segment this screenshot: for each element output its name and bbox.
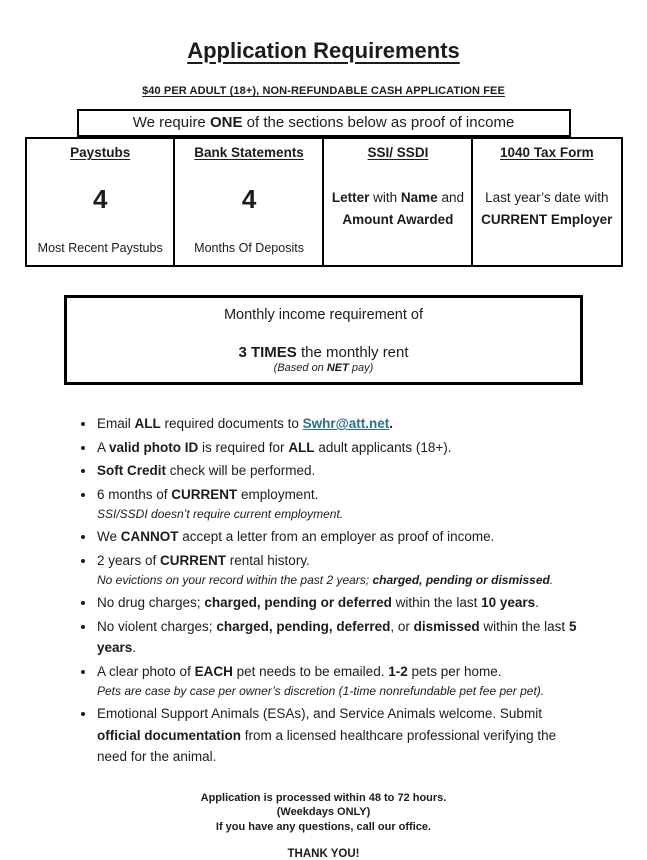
requirement-item-employment: • 6 months of CURRENT employment. SSI/SSDI doesn’t require current employment.	[96, 484, 579, 525]
requirements-list	[0, 413, 647, 768]
requirement-item-rental-history: • 2 years of CURRENT rental history. No evictions on your record within the past 2 years; charged, pending or dismissed.	[96, 550, 579, 591]
requirement-item-service-animals: • Emotional Support Animals (ESAs), and Service Animals welcome. Submit official documentation from a licensed healthcare professional verifying the need for the animal.	[96, 703, 579, 768]
requirement-item-drug-charges: • No drug charges; charged, pending or deferred within the last 10 years.	[96, 592, 579, 614]
weekdays-only-line: (Weekdays ONLY)	[276, 806, 371, 819]
proof-of-income-table	[25, 137, 623, 267]
monthly-income-requirement-box	[64, 295, 583, 385]
column-header-ssi-ssdi: SSI/ SSDI	[367, 145, 429, 160]
requirement-note-pet-policy: Pets are case by case per owner’s discretion (1-time nonrefundable pet fee per pet).	[97, 684, 545, 698]
requirement-item-email-documents: • Email ALL required documents to Swhr@att.net.	[96, 413, 579, 435]
email-link[interactable]: Swhr@att.net	[302, 416, 390, 431]
requirement-item-photo-id: • A valid photo ID is required for ALL adult applicants (18+).	[96, 437, 579, 459]
tax-form-description: Last year’s date with CURRENT Employer	[481, 189, 613, 227]
column-header-bank-statements: Bank Statements	[194, 145, 304, 160]
processing-time-line: Application is processed within 48 to 72 hours.	[200, 791, 447, 804]
income-requirement-intro: Monthly income requirement of	[223, 307, 424, 323]
requirement-note-ssi-employment: SSI/SSDI doesn’t require current employment.	[97, 507, 344, 521]
income-option-paystubs	[25, 137, 176, 267]
proof-of-income-banner: We require ONE of the sections below as proof of income	[77, 109, 571, 137]
thank-you-line: THANK YOU!	[287, 847, 360, 860]
application-fee-notice: $40 PER ADULT (18+), NON-REFUNDABLE CASH APPLICATION FEE	[142, 85, 505, 97]
requirement-item-soft-credit: • Soft Credit check will be performed.	[96, 460, 579, 482]
column-header-paystubs: Paystubs	[70, 145, 131, 160]
processing-info	[0, 791, 647, 835]
requirement-item-pet-photos: • A clear photo of EACH pet needs to be emailed. 1-2 pets per home. Pets are case by case per owner’s discretion (1-time nonrefundable pet fee per pet).	[96, 661, 579, 702]
requirement-note-evictions: No evictions on your record within the past 2 years; charged, pending or dismissed.	[97, 573, 554, 587]
bank-statements-description: Months Of Deposits	[194, 240, 304, 255]
income-option-ssi-ssdi	[322, 137, 473, 267]
ssi-ssdi-description: Letter with Name and Amount Awarded	[331, 189, 464, 227]
column-header-1040-tax-form: 1040 Tax Form	[500, 145, 594, 160]
income-requirement-multiplier: 3 TIMES the monthly rent	[238, 344, 409, 361]
page-title: Application Requirements	[187, 38, 460, 63]
requirement-item-violent-charges: • No violent charges; charged, pending, deferred, or dismissed within the last 5 years.	[96, 616, 579, 659]
bank-statements-count: 4	[241, 183, 257, 214]
requirement-item-no-employer-letter: • We CANNOT accept a letter from an employer as proof of income.	[96, 526, 579, 548]
paystubs-count: 4	[92, 183, 108, 214]
questions-line: If you have any questions, call our office.	[215, 820, 432, 833]
income-option-1040-tax-form	[471, 137, 622, 267]
income-requirement-basis: (Based on NET pay)	[273, 362, 374, 374]
paystubs-description: Most Recent Paystubs	[37, 240, 163, 255]
income-option-bank-statements	[173, 137, 324, 267]
